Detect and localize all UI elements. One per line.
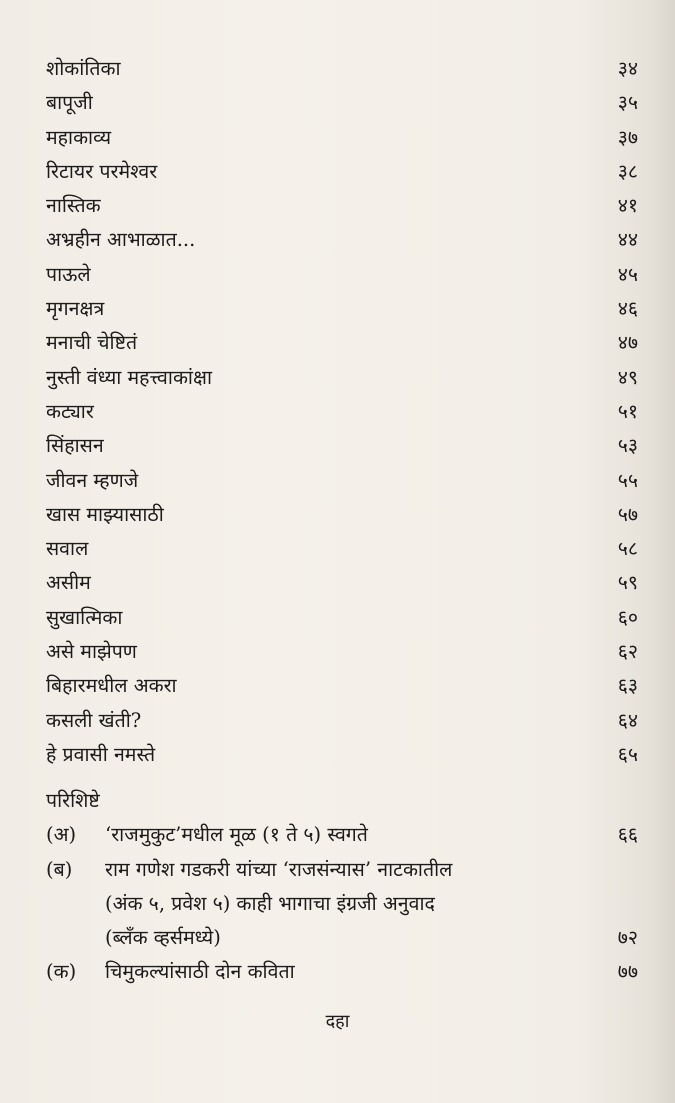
toc-page-number: ५७ [617,502,638,526]
toc-title: रिटायर परमेश्वर [46,159,158,183]
toc-entry [46,635,638,669]
toc-title: पाऊले [46,262,91,286]
toc-page-number: ६४ [617,708,638,732]
toc-page-number: ४१ [617,194,638,218]
toc-entry [46,566,638,600]
toc-entry [46,361,638,395]
toc-title: सिंहासन [46,434,104,458]
toc-page-number: ६३ [617,674,638,698]
appendix-item [46,955,638,989]
appendix-page-number: ६६ [617,823,638,846]
toc-page-number: ५८ [617,537,638,561]
toc-entry [46,601,638,635]
appendix-heading: परिशिष्टे [46,789,100,812]
toc-entry [46,464,638,498]
toc-entry [46,429,638,463]
toc-title: नुस्ती वंध्या महत्त्वाकांक्षा [46,365,212,389]
toc-title: बिहारमधील अकरा [46,674,177,698]
toc-entry [46,738,638,772]
toc-entry [46,498,638,532]
toc-page-number: ३८ [617,159,638,183]
toc-title: मृगनक्षत्र [46,297,105,321]
toc-entry [46,189,638,223]
toc-page-number: ४९ [617,365,638,389]
appendix-line: ‘राजमुकुट’मधील मूळ (१ ते ५) स्वगते [105,823,368,846]
toc-entry [46,258,638,292]
toc-title: खास माझ्यासाठी [46,502,164,526]
toc-title: मनाची चेष्टितं [46,331,138,355]
toc-entry [46,532,638,566]
page-folio: दहा [325,1011,350,1032]
toc-page-number: ५३ [617,434,638,458]
toc-page-number: ४६ [617,297,638,321]
toc-page-number: ४७ [617,331,638,355]
appendix-item [46,818,638,852]
toc-page-number: ३४ [617,57,638,80]
toc-entry [46,292,638,326]
toc-entry [46,669,638,703]
toc-title: सुखात्मिका [46,605,123,629]
appendix-marker: (अ) [46,823,77,846]
toc-entry [46,395,638,429]
appendix-text [105,818,368,852]
toc-entry [46,155,638,189]
toc-entry [46,223,638,257]
toc-page-number: ५१ [617,399,638,423]
appendix-line: (अंक ५, प्रवेश ५) काही भागाचा इंग्रजी अनुवाद [105,892,435,915]
toc-page-number: ६५ [617,742,638,766]
toc-page-number: ६२ [617,640,638,664]
appendix-line: राम गणेश गडकरी यांच्या ‘राजसंन्यास’ नाटकातील [105,858,453,881]
toc-title: अभ्रहीन आभाळात... [46,228,196,252]
toc-title: हे प्रवासी नमस्ते [46,742,156,766]
toc-title: कसली खंती? [46,708,142,732]
toc-title: सवाल [46,537,89,561]
appendix-marker: (ब) [46,858,73,881]
appendix-line: (ब्लँक व्हर्समध्ये) [105,926,221,949]
toc-page-number: ४५ [617,262,638,286]
appendix-page-number: ७७ [617,960,638,983]
appendix-item [46,853,638,957]
toc-title: असे माझेपण [46,640,137,664]
toc-title: कट्यार [46,399,94,423]
toc-page-number: ३५ [617,91,638,115]
appendix-marker: (क) [46,960,77,983]
toc-page-number: ५९ [617,571,638,595]
toc-entry [46,86,638,120]
toc-title: असीम [46,571,91,595]
toc-page-number: ६० [617,605,638,629]
toc-entry [46,326,638,360]
appendix-text [105,955,295,989]
toc-page-number: ३७ [617,125,638,149]
appendix-text [105,853,452,955]
toc-title: शोकांतिका [46,57,121,80]
toc-entry [46,52,638,86]
toc-page-number: ५५ [617,468,638,492]
table-of-contents [46,52,638,772]
toc-page-number: ४४ [617,228,638,252]
toc-title: जीवन म्हणजे [46,468,139,492]
appendix-page-number: ७२ [617,926,638,949]
toc-entry [46,704,638,738]
toc-title: महाकाव्य [46,125,112,149]
toc-entry [46,121,638,155]
appendix-line: चिमुकल्यांसाठी दोन कविता [105,960,295,983]
toc-title: नास्तिक [46,194,101,218]
toc-title: बापूजी [46,91,93,115]
